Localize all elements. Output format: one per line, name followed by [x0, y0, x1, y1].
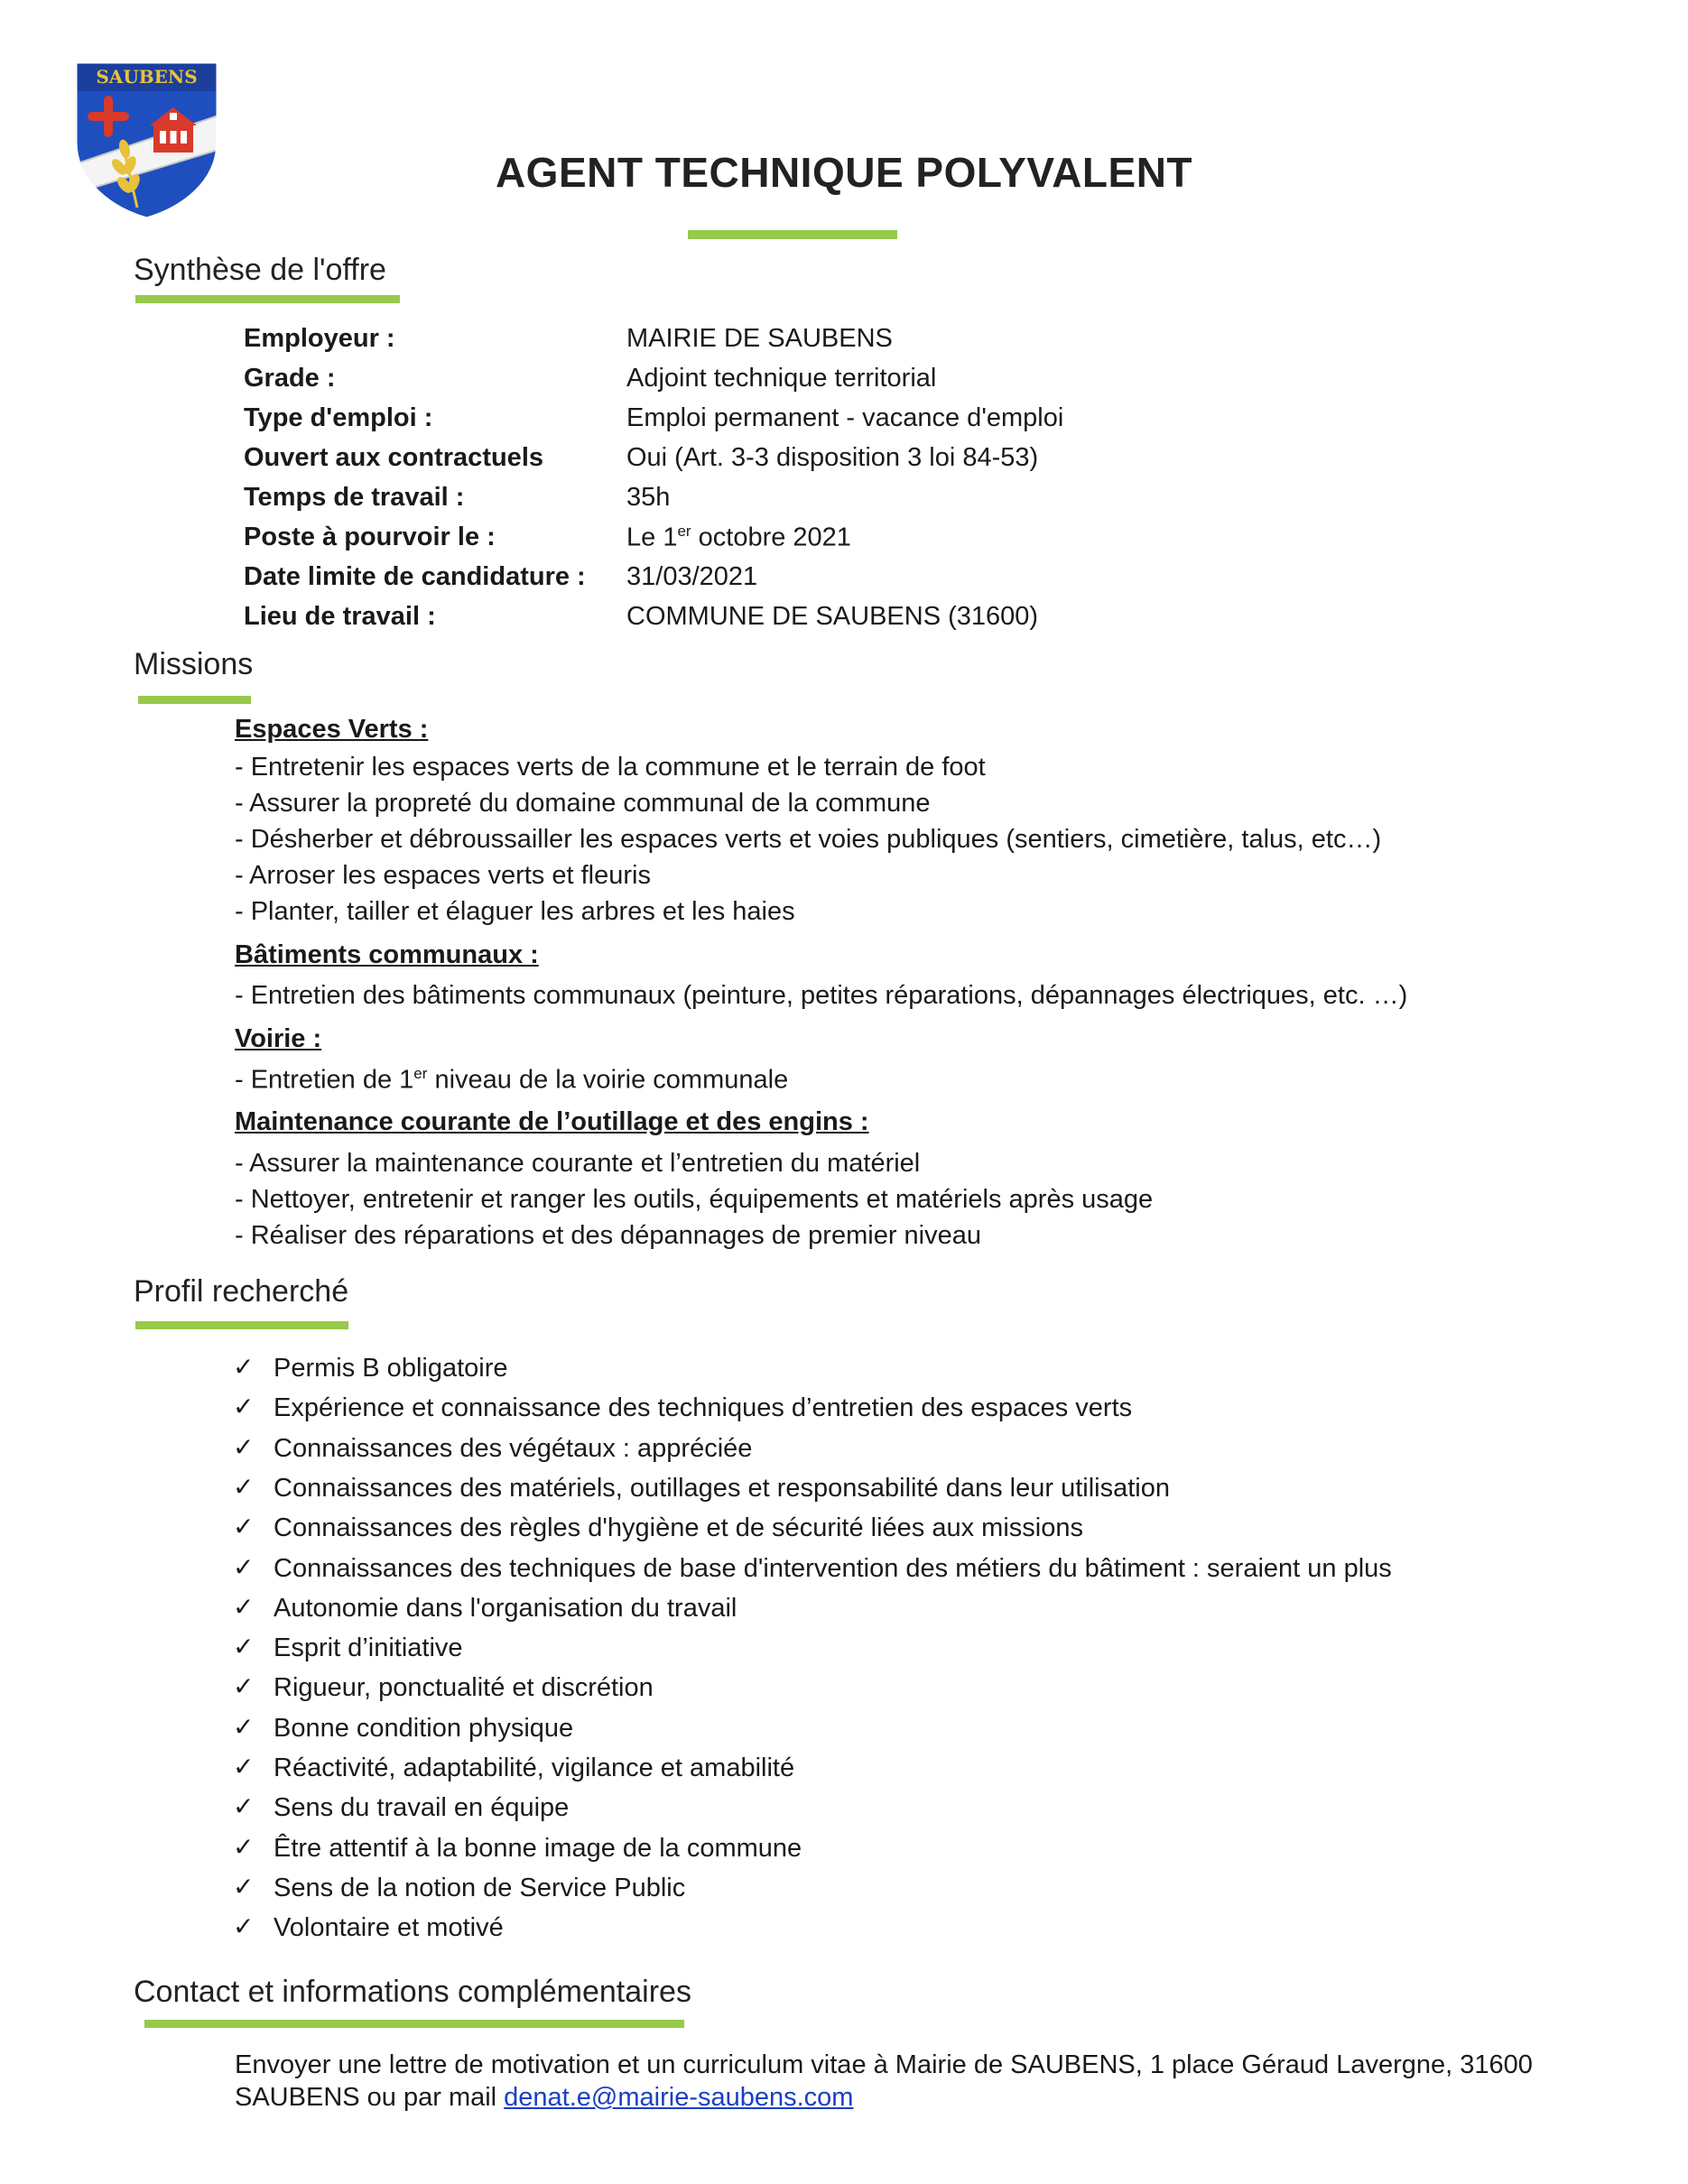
- subheading-batiments: Bâtiments communaux :: [235, 940, 539, 969]
- checkmark-icon: ✓: [233, 1753, 255, 1781]
- section-heading-missions: Missions: [134, 647, 254, 681]
- checkmark-icon: ✓: [233, 1792, 255, 1820]
- mission-item: - Assurer la maintenance courante et l’entretien du matériel: [235, 1149, 921, 1178]
- profile-item: Réactivité, adaptabilité, vigilance et amabilité: [274, 1754, 795, 1782]
- field-value-grade: Adjoint technique territorial: [626, 364, 937, 393]
- field-label-type-emploi: Type d'emploi :: [244, 403, 433, 432]
- checkmark-icon: ✓: [233, 1873, 255, 1901]
- checkmark-icon: ✓: [233, 1353, 255, 1381]
- section-underline-bar: [135, 295, 400, 303]
- profile-item: Sens du travail en équipe: [274, 1793, 570, 1822]
- field-label-lieu-travail: Lieu de travail :: [244, 602, 436, 631]
- contact-email-link[interactable]: denat.e@mairie-saubens.com: [504, 2083, 854, 2112]
- field-label-employeur: Employeur :: [244, 324, 395, 353]
- profile-item: Connaissances des règles d'hygiène et de sécurité liées aux missions: [274, 1513, 1083, 1542]
- mission-item: - Entretenir les espaces verts de la commune et le terrain de foot: [235, 753, 986, 782]
- profile-item: Connaissances des techniques de base d'intervention des métiers du bâtiment : seraient un plus: [274, 1554, 1392, 1583]
- section-underline-bar: [135, 1321, 348, 1329]
- profile-item: Volontaire et motivé: [274, 1913, 504, 1942]
- field-value-type-emploi: Emploi permanent - vacance d'emploi: [626, 403, 1064, 432]
- mission-item: - Entretien des bâtiments communaux (peinture, petites réparations, dépannages électriques, etc. …): [235, 981, 1408, 1010]
- field-value-date-limite: 31/03/2021: [626, 562, 758, 591]
- section-heading-contact: Contact et informations complémentaires: [134, 1975, 691, 2009]
- field-label-contractuels: Ouvert aux contractuels: [244, 443, 543, 472]
- field-value-contractuels: Oui (Art. 3-3 disposition 3 loi 84-53): [626, 443, 1039, 472]
- field-label-date-limite: Date limite de candidature :: [244, 562, 586, 591]
- crest-lettering: SAUBENS: [96, 66, 198, 88]
- profile-item: Connaissances des végétaux : appréciée: [274, 1434, 753, 1463]
- section-underline-bar: [144, 2020, 684, 2028]
- section-heading-synthese: Synthèse de l'offre: [134, 253, 386, 287]
- profile-item: Expérience et connaissance des techniques d’entretien des espaces verts: [274, 1393, 1133, 1422]
- profile-item: Esprit d’initiative: [274, 1633, 463, 1662]
- checkmark-icon: ✓: [233, 1393, 255, 1421]
- mission-item: - Planter, tailler et élaguer les arbres et les haies: [235, 897, 795, 926]
- checkmark-icon: ✓: [233, 1433, 255, 1461]
- saubens-coat-of-arms-logo: [72, 59, 221, 221]
- mission-item: - Assurer la propreté du domaine communal de la commune: [235, 789, 931, 818]
- field-value-lieu-travail: COMMUNE DE SAUBENS (31600): [626, 602, 1039, 631]
- contact-text: Envoyer une lettre de motivation et un curriculum vitae à Mairie de SAUBENS, 1 place Géraud Lavergne, 31600 SAUBENS ou par mail: [235, 2050, 1533, 2112]
- contact-paragraph: [235, 2049, 1643, 2114]
- mission-item: - Nettoyer, entretenir et ranger les outils, équipements et matériels après usage: [235, 1185, 1154, 1214]
- field-value-temps-travail: 35h: [626, 483, 671, 512]
- checkmark-icon: ✓: [233, 1473, 255, 1501]
- subheading-maintenance: Maintenance courante de l’outillage et des engins :: [235, 1107, 869, 1136]
- mission-item: - Réaliser des réparations et des dépannages de premier niveau: [235, 1221, 981, 1250]
- profile-item: Connaissances des matériels, outillages et responsabilité dans leur utilisation: [274, 1474, 1170, 1503]
- section-heading-profil: Profil recherché: [134, 1274, 349, 1309]
- checkmark-icon: ✓: [233, 1633, 255, 1661]
- profile-item: Rigueur, ponctualité et discrétion: [274, 1673, 654, 1702]
- checkmark-icon: ✓: [233, 1713, 255, 1741]
- checkmark-icon: ✓: [233, 1833, 255, 1861]
- mission-item: - Entretien de 1er niveau de la voirie communale: [235, 1065, 789, 1095]
- title-accent-bar: [688, 230, 897, 239]
- profile-item: Autonomie dans l'organisation du travail: [274, 1594, 737, 1623]
- field-label-temps-travail: Temps de travail :: [244, 483, 465, 512]
- profile-item: Sens de la notion de Service Public: [274, 1874, 686, 1902]
- checkmark-icon: ✓: [233, 1513, 255, 1541]
- checkmark-icon: ✓: [233, 1672, 255, 1700]
- section-underline-bar: [138, 696, 251, 704]
- field-label-grade: Grade :: [244, 364, 336, 393]
- mission-item: - Arroser les espaces verts et fleuris: [235, 861, 651, 890]
- mission-item: - Désherber et débroussailler les espaces verts et voies publiques (sentiers, cimetière, talus, etc…): [235, 825, 1382, 854]
- profile-item: Bonne condition physique: [274, 1714, 574, 1743]
- page-title: AGENT TECHNIQUE POLYVALENT: [495, 149, 1193, 196]
- field-label-poste-pourvoir: Poste à pourvoir le :: [244, 523, 496, 551]
- field-value-employeur: MAIRIE DE SAUBENS: [626, 324, 893, 353]
- subheading-voirie: Voirie :: [235, 1024, 322, 1053]
- profile-item: Permis B obligatoire: [274, 1354, 508, 1383]
- profile-item: Être attentif à la bonne image de la commune: [274, 1834, 802, 1863]
- checkmark-icon: ✓: [233, 1593, 255, 1621]
- checkmark-icon: ✓: [233, 1912, 255, 1940]
- subheading-espaces-verts: Espaces Verts :: [235, 715, 429, 744]
- field-value-poste-pourvoir: Le 1er octobre 2021: [626, 523, 851, 552]
- checkmark-icon: ✓: [233, 1553, 255, 1581]
